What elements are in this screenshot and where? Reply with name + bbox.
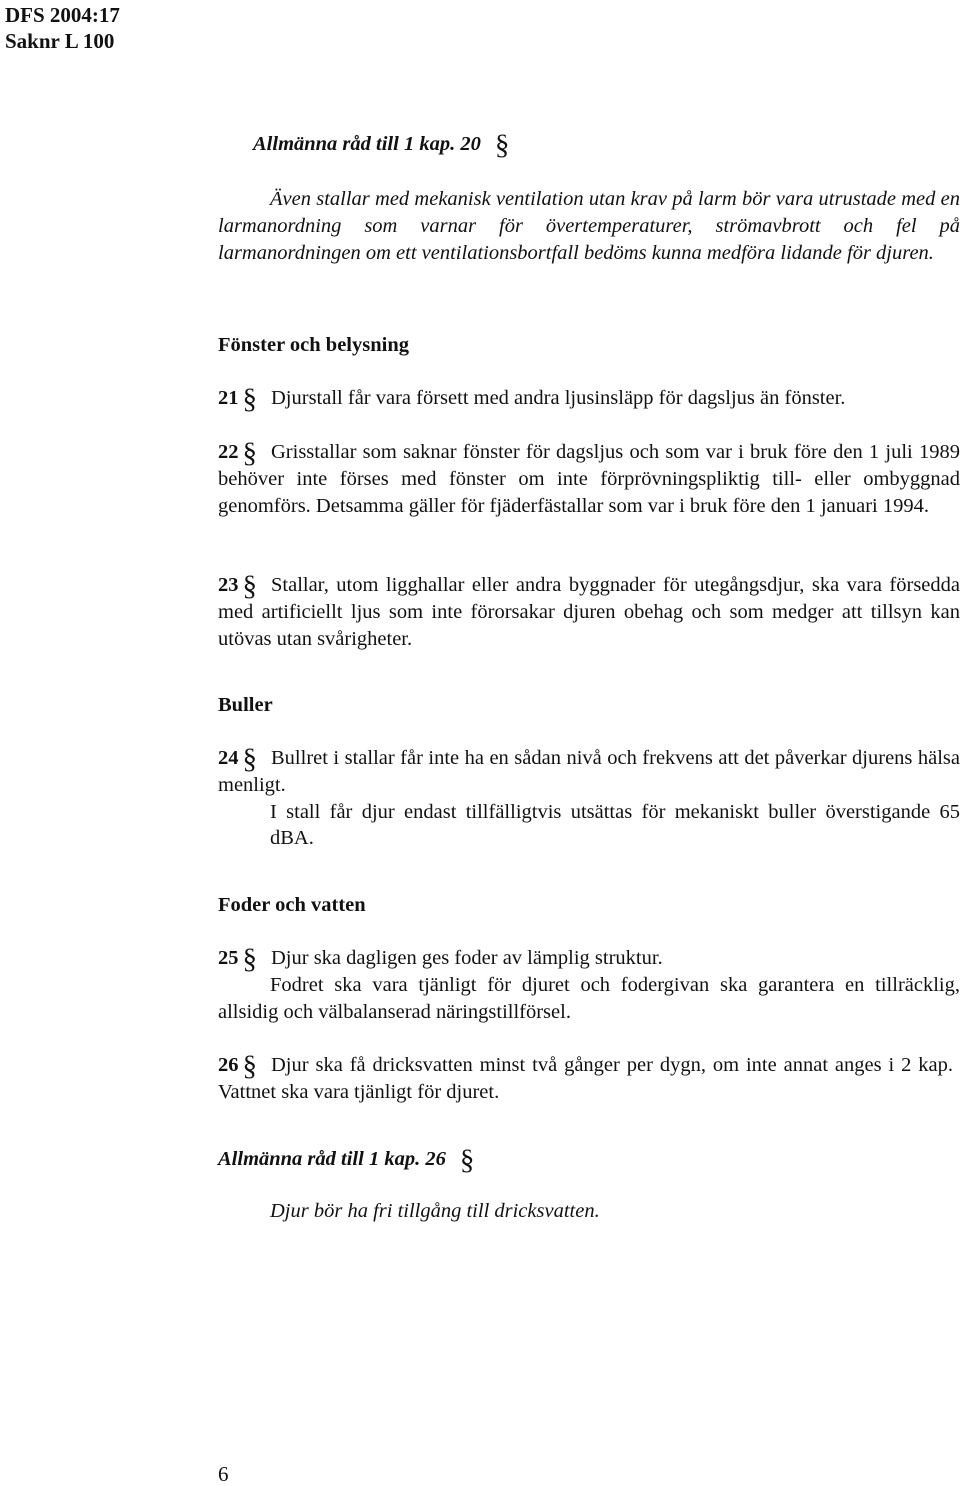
paragraph-21 <box>218 383 960 415</box>
paragraph-text: Djur ska få dricksvatten minst två gånger per dygn, om inte annat anges i 2 kap. Vattnet ska vara tjänligt för djuret. <box>218 1054 953 1103</box>
paragraph-text: I stall får djur endast tillfälligtvis utsättas för mekaniskt buller överstigande 65 dBA. <box>270 800 960 850</box>
document-code: DFS 2004:17 <box>5 3 120 27</box>
section-symbol: § <box>242 943 257 975</box>
paragraph-number: 21 <box>218 387 239 409</box>
paragraph-23 <box>218 572 960 652</box>
paragraph-22 <box>218 439 960 519</box>
paragraph-number: 24 <box>218 747 239 769</box>
section-symbol: § <box>242 1050 257 1082</box>
paragraph-text: Även stallar med mekanisk ventilation utan krav på larm bör vara utrustade med en larmanordning som varnar för övertemperaturer, strömavbrott och fel på larmanordningen om ett ventilationsbortfall bedöms kunna medföra lidande för djuren. <box>218 188 960 264</box>
section-symbol: § <box>242 383 257 415</box>
paragraph-text: Djurstall får vara försett med andra ljusinsläpp för dagsljus än fönster. <box>271 387 846 409</box>
paragraph-number: 26 <box>218 1054 239 1076</box>
paragraph-26 <box>218 1052 953 1106</box>
paragraph-24-continuation <box>218 799 960 853</box>
paragraph-number: 22 <box>218 441 239 463</box>
paragraph-number: 23 <box>218 574 239 596</box>
section-heading-noise: Buller <box>218 694 273 716</box>
section-symbol: § <box>459 1144 475 1176</box>
section-symbol: § <box>242 437 257 469</box>
paragraph-text: Bullret i stallar får inte ha en sådan nivå och frekvens att det påverkar djurens hälsa menligt. <box>218 747 960 796</box>
paragraph-text: Djur bör ha fri tillgång till dricksvatten. <box>270 1200 600 1222</box>
section-symbol: § <box>494 129 510 161</box>
paragraph-text: Djur ska dagligen ges foder av lämplig struktur. <box>271 947 663 969</box>
paragraph-number: 25 <box>218 947 239 969</box>
general-advice-body-20 <box>218 186 960 266</box>
paragraph-text: Grisstallar som saknar fönster för dagsljus och som var i bruk före den 1 juli 1989 behöver inte förses med fönster om inte förprövningspliktig till- eller ombyggnad genomförs. Detsamma gäller för fjäderfästallar som var i bruk före den 1 januari 1994. <box>218 441 960 517</box>
page-number: 6 <box>218 1462 229 1486</box>
heading-text: Allmänna råd till 1 kap. 20 <box>253 133 481 155</box>
paragraph-text: Fodret ska vara tjänligt för djuret och fodergivan ska garantera en tillräcklig, allsidig och välbalanserad näringstillförsel. <box>218 973 960 1023</box>
paragraph-text: Stallar, utom ligghallar eller andra byggnader för utegångsdjur, ska vara försedda med artificiellt ljus som inte förorsakar djuren obehag och som medger att tillsyn kan utövas utan svårigheter. <box>218 574 960 650</box>
heading-text: Allmänna råd till 1 kap. 26 <box>218 1148 446 1170</box>
general-advice-body-26 <box>218 1198 960 1225</box>
paragraph-24 <box>218 745 960 852</box>
general-advice-heading-20 <box>253 129 523 161</box>
section-symbol: § <box>242 570 257 602</box>
general-advice-heading-26 <box>218 1144 488 1176</box>
section-heading-feed: Foder och vatten <box>218 894 366 916</box>
paragraph-25 <box>218 945 960 1025</box>
section-symbol: § <box>242 743 257 775</box>
section-heading-windows: Fönster och belysning <box>218 334 409 356</box>
case-number: Saknr L 100 <box>5 29 115 53</box>
paragraph-25-continuation <box>218 972 960 1026</box>
